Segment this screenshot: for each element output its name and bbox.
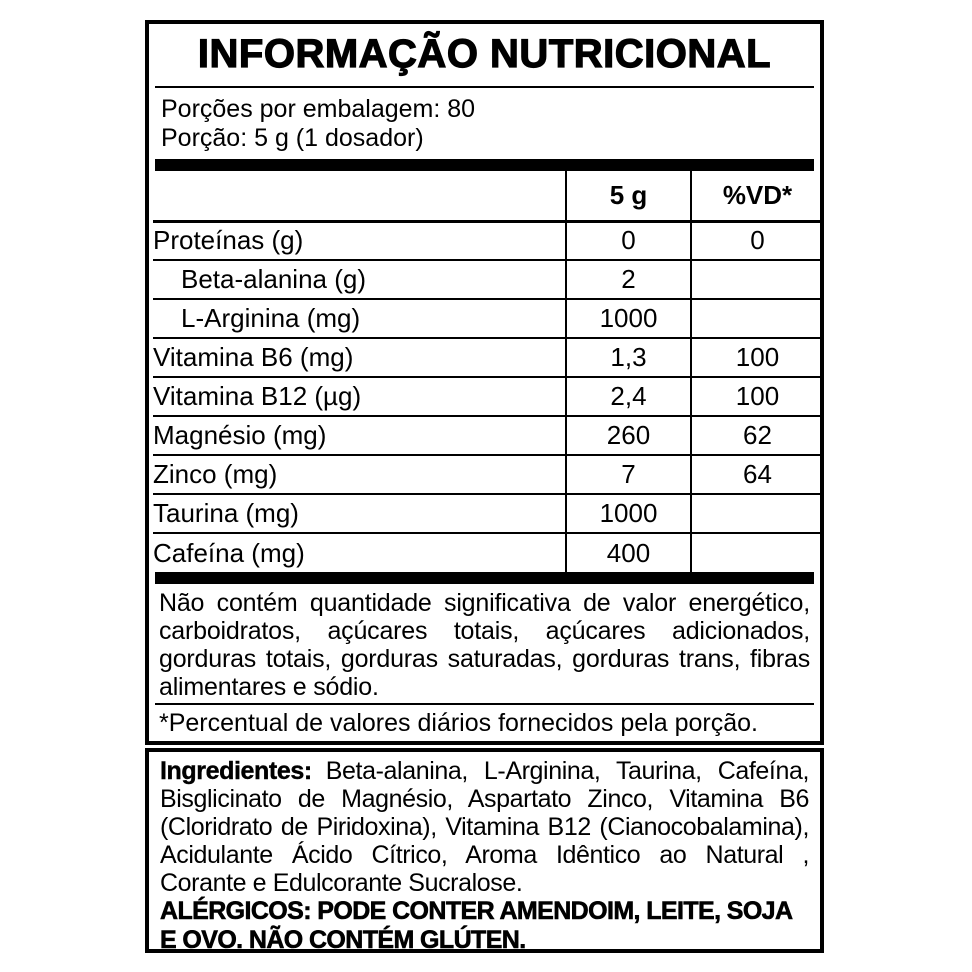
nutrient-name: Zinco (mg) (153, 455, 566, 494)
nutrient-name: Vitamina B12 (µg) (153, 377, 566, 416)
nutrient-amount: 0 (566, 221, 691, 260)
ingredients-panel (145, 748, 824, 953)
nutrient-amount: 1000 (566, 494, 691, 533)
nutrient-amount: 260 (566, 416, 691, 455)
nutrient-dv: 100 (691, 377, 823, 416)
label-title: INFORMAÇÃO NUTRICIONAL (197, 32, 772, 77)
ingredients-label: Ingredientes: (160, 757, 312, 785)
header-daily-value: %VD* (691, 171, 823, 221)
table-row (153, 533, 823, 572)
nutrient-dv: 62 (691, 416, 823, 455)
serving-info (149, 88, 820, 159)
allergen-statement: ALÉRGICOS: PODE CONTER AMENDOIM, LEITE, SOJA E OVO. NÃO CONTÉM GLÚTEN. (160, 897, 792, 954)
table-row (153, 260, 823, 299)
nutrient-dv (691, 494, 823, 533)
nutrient-name: Proteínas (g) (153, 221, 566, 260)
header-nutrient (153, 171, 566, 221)
ingredients-text: Beta-alanina, L-Arginina, Taurina, Cafeína, Bisglicinato de Magnésio, Aspartato Zinco, Vitamina B6 (Cloridrato de Piridoxina), Vitamina B12 (Cianocobalamina), Acidulante Ácido Cítrico, Aroma Idêntico ao Natural , Corante e Edulcorante Sucralose. (160, 757, 809, 897)
nutrient-amount: 1,3 (566, 338, 691, 377)
nutrient-amount: 7 (566, 455, 691, 494)
table-row (153, 494, 823, 533)
significance-note: Não contém quantidade significativa de valor energético, carboidratos, açúcares totais, açúcares adicionados, gorduras totais, gorduras saturadas, gorduras trans, fibras alimentares e sódio. (159, 589, 810, 701)
thick-separator-bottom (155, 572, 814, 584)
nutrient-dv: 64 (691, 455, 823, 494)
table-row (153, 416, 823, 455)
table-row (153, 377, 823, 416)
nutrient-amount: 2 (566, 260, 691, 299)
daily-value-footnote: *Percentual de valores diários fornecidos pela porção. (159, 709, 758, 737)
servings-per-package: Porções por embalagem: 80 (161, 94, 476, 123)
nutrient-amount: 2,4 (566, 377, 691, 416)
nutrient-dv: 0 (691, 221, 823, 260)
nutrient-name: Vitamina B6 (mg) (153, 338, 566, 377)
nutrient-name: L-Arginina (mg) (153, 299, 566, 338)
thick-separator-top (155, 159, 814, 171)
nutrient-dv (691, 260, 823, 299)
nutrient-name: Beta-alanina (g) (153, 260, 566, 299)
table-header-row (153, 171, 823, 221)
nutrient-dv (691, 533, 823, 572)
nutrient-dv (691, 299, 823, 338)
portion-size: Porção: 5 g (1 dosador) (161, 123, 424, 152)
table-row (153, 338, 823, 377)
nutrient-name: Cafeína (mg) (153, 533, 566, 572)
nutrient-amount: 400 (566, 533, 691, 572)
nutrient-name: Magnésio (mg) (153, 416, 566, 455)
nutrient-dv: 100 (691, 338, 823, 377)
nutrition-facts-panel (145, 20, 824, 745)
ingredients-paragraph (160, 757, 809, 897)
nutrient-amount: 1000 (566, 299, 691, 338)
nutrition-table (153, 171, 823, 572)
table-row (153, 221, 823, 260)
table-row (153, 455, 823, 494)
table-row (153, 299, 823, 338)
header-amount: 5 g (566, 171, 691, 221)
nutrient-name: Taurina (mg) (153, 494, 566, 533)
